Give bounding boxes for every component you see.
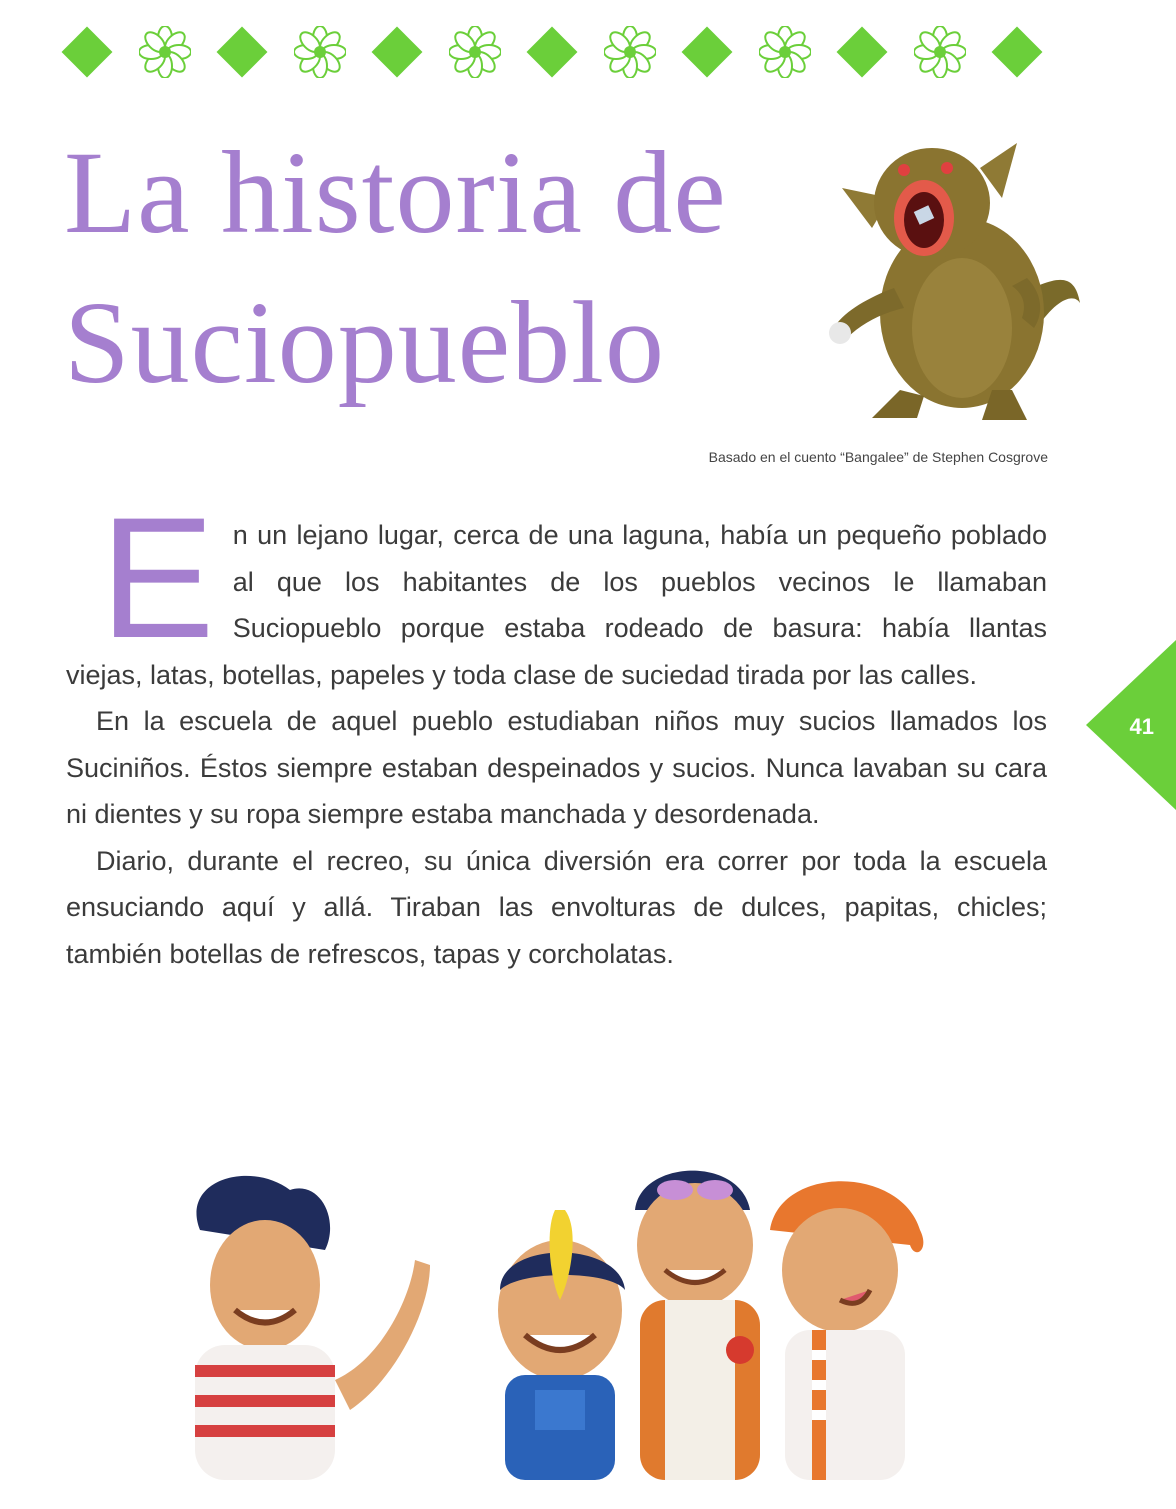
- diamond-icon: [682, 27, 733, 78]
- flower-icon: [294, 26, 346, 78]
- kid-4: [770, 1181, 923, 1480]
- diamond-icon: [992, 27, 1043, 78]
- paragraph-3: Diario, durante el recreo, su única diversión era correr por toda la escuela ensuciando aquí y allá. Tiraban las envolturas de dulces, papitas, chicles; también botellas de refrescos, tapas y corcholatas.: [66, 845, 1047, 969]
- diamond-icon: [62, 27, 113, 78]
- title-line-1: La historia de: [64, 127, 727, 258]
- title-line-2: Suciopueblo: [64, 277, 665, 408]
- kid-3: [635, 1171, 760, 1480]
- flower-icon: [139, 26, 191, 78]
- flower-icon: [914, 26, 966, 78]
- monster-illustration: [812, 128, 1088, 428]
- diamond-icon: [837, 27, 888, 78]
- ornament-border: [62, 22, 1042, 82]
- flower-icon: [449, 26, 501, 78]
- paragraph-2: En la escuela de aquel pueblo estudiaban niños muy sucios llamados los Suciniños. Éstos siempre estaban despeinados y sucios. Nunca lavaban su cara ni dientes y su ropa siempre estaba manchada y desordenada.: [66, 706, 1047, 829]
- diamond-icon: [372, 27, 423, 78]
- kid-2: [498, 1210, 625, 1480]
- story-text: [66, 482, 1047, 977]
- diamond-icon: [527, 27, 578, 78]
- kid-1: [195, 1176, 430, 1480]
- paragraph-1-text: n un lejano lugar, cerca de una laguna, había un pequeño poblado al que los habitantes de los pueblos vecinos le llamaban Suciopueblo porque estaba rodeado de basura: había llantas viejas, latas, botellas, papeles y toda clase de suciedad tirada por las calles.: [66, 520, 1047, 690]
- flower-icon: [759, 26, 811, 78]
- children-illustration: [140, 1150, 1020, 1480]
- page-number: 41: [1129, 714, 1154, 739]
- page-title: [64, 118, 727, 418]
- paragraph-1: [66, 482, 1047, 698]
- drop-cap: E: [100, 482, 215, 674]
- diamond-icon: [217, 27, 268, 78]
- story-credit: Basado en el cuento “Bangalee” de Stephen Cosgrove: [708, 449, 1048, 465]
- flower-icon: [604, 26, 656, 78]
